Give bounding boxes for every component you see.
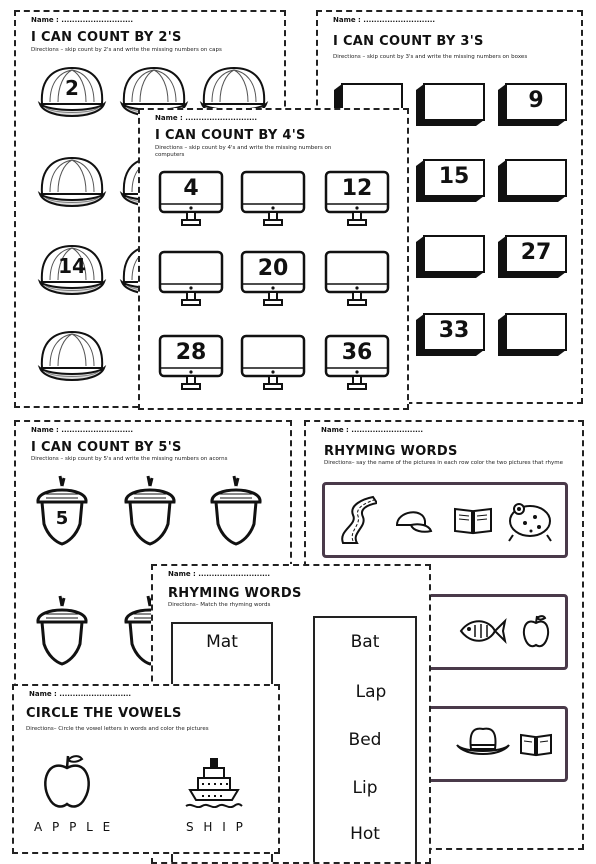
number-box (414, 312, 486, 358)
book-icon (453, 505, 493, 535)
ship-icon (184, 752, 244, 808)
worksheet-directions: Directions– Match the rhyming words (168, 602, 271, 608)
word-apple: A P P L E (34, 820, 114, 834)
word-bed: Bed (348, 730, 382, 750)
number-box (496, 312, 568, 358)
worksheet-directions: Directions – skip count by 3's and write the missing numbers on boxes (333, 54, 528, 60)
name-line: Name : ........................... (31, 426, 134, 434)
worksheet-title: CIRCLE THE VOWELS (26, 706, 182, 721)
road-icon (333, 495, 377, 545)
baseball-cap-number: 14 (58, 254, 86, 278)
name-line: Name : ........................... (321, 426, 424, 434)
cap-icon (393, 503, 433, 537)
word-hot: Hot (350, 824, 380, 844)
baseball-cap (36, 242, 108, 304)
number-box (496, 234, 568, 280)
computer-monitor (158, 334, 224, 394)
word-ship: S H I P (186, 820, 246, 834)
worksheet-directions: Directions– say the name of the pictures in each row color the two pictures that rhyme (324, 460, 563, 466)
computer-monitor (158, 170, 224, 230)
computer-monitor (324, 170, 390, 230)
number-box (496, 82, 568, 128)
acorn-number: 5 (55, 508, 69, 529)
name-line: Name : ........................... (333, 16, 436, 24)
computer-monitor (324, 334, 390, 394)
worksheet-title: I CAN COUNT BY 5'S (31, 440, 182, 455)
number-box (496, 158, 568, 204)
worksheet-directions: Directions– Circle the vowel letters in words and color the pictures (26, 726, 209, 732)
number-box (414, 234, 486, 280)
worksheet-count-by-4 (138, 108, 409, 410)
computer-monitor (324, 250, 390, 310)
computer-monitor (240, 170, 306, 230)
name-line: Name : ........................... (168, 570, 271, 578)
baseball-cap-number: 2 (65, 76, 79, 100)
number-box-number: 15 (438, 164, 470, 189)
toad-icon (505, 493, 555, 543)
worksheet-title: RHYMING WORDS (168, 586, 302, 601)
worksheet-circle-the-vowels (12, 684, 280, 854)
worksheet-title: RHYMING WORDS (324, 444, 458, 459)
computer-monitor (240, 250, 306, 310)
name-line: Name : ........................... (155, 114, 258, 122)
worksheet-directions: Directions – skip count by 5's and write the missing numbers on acorns (31, 456, 228, 462)
fish-icon (457, 615, 507, 647)
acorn (34, 594, 90, 666)
worksheet-title: I CAN COUNT BY 4'S (155, 128, 306, 143)
computer-monitor-number: 20 (257, 256, 289, 281)
worksheet-title: I CAN COUNT BY 3'S (333, 34, 484, 49)
number-box-number: 27 (520, 240, 552, 265)
number-box (414, 158, 486, 204)
word-mat: Mat (206, 632, 238, 652)
apple-icon (40, 750, 94, 810)
book-icon (519, 731, 553, 757)
apple-icon (521, 613, 551, 649)
computer-monitor (158, 250, 224, 310)
cowboy-hat-icon (455, 723, 511, 763)
computer-monitor (240, 334, 306, 394)
picture-row (322, 482, 568, 558)
baseball-cap (36, 64, 108, 126)
acorn (34, 474, 90, 546)
computer-monitor-number: 4 (183, 176, 199, 201)
number-box-number: 9 (528, 88, 544, 113)
computer-monitor-number: 36 (341, 340, 373, 365)
worksheet-directions: Directions – skip count by 2's and write the missing numbers on caps (31, 47, 222, 53)
right-word-column (313, 616, 417, 864)
computer-monitor-number: 12 (341, 176, 373, 201)
computer-monitor-number: 28 (175, 340, 207, 365)
word-lap: Lap (355, 682, 387, 702)
worksheet-title: I CAN COUNT BY 2'S (31, 30, 182, 45)
acorn (208, 474, 264, 546)
name-line: Name : ........................... (29, 690, 132, 698)
number-box (414, 82, 486, 128)
name-line: Name : ........................... (31, 16, 134, 24)
worksheet-directions: Directions – skip count by 4's and write the missing numbers on computers (155, 145, 332, 158)
baseball-cap (36, 154, 108, 216)
number-box-number: 33 (438, 318, 470, 343)
acorn (122, 474, 178, 546)
baseball-cap (36, 328, 108, 390)
word-lip: Lip (352, 778, 378, 798)
word-bat: Bat (350, 632, 380, 652)
